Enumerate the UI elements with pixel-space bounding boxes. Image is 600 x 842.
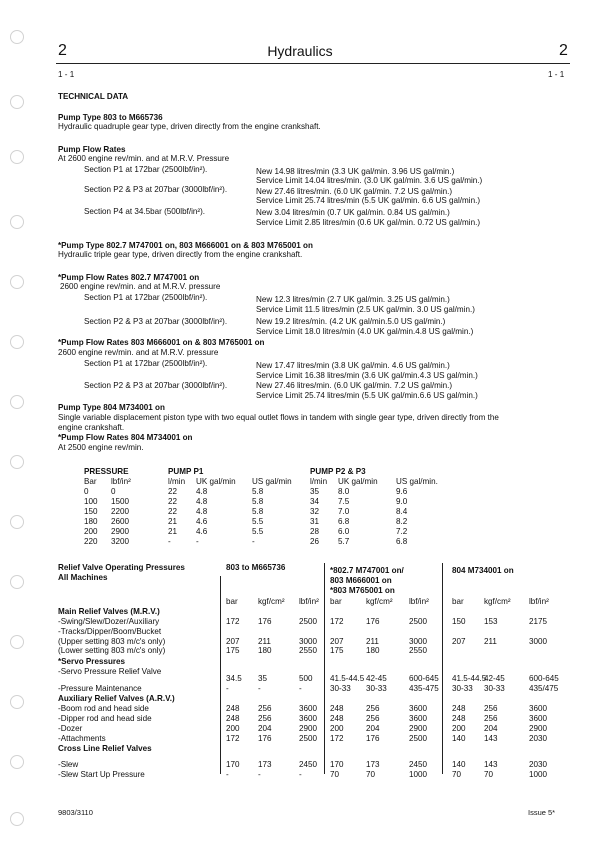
flow-service-limit: Service Limit 18.0 litres/min (4.0 UK gal/min.4.8 US gal/min.) [256,327,474,336]
table-cell: - [252,537,255,546]
relief-value-cell: 600-645 [529,674,559,683]
table-cell: 7.2 [396,527,408,536]
relief-value-cell: 70 [366,770,376,779]
flow-section-label: Section P2 & P3 at 207bar (3000lbf/in²). [84,185,228,194]
relief-value-cell: 435/475 [529,684,559,693]
table-cell: 2900 [111,527,130,536]
relief-value-cell: 248 [226,704,240,713]
relief-value-cell: 176 [258,617,272,626]
table-cell: 3200 [111,537,130,546]
pump-804-description: Single variable displacement piston type with two equal outlet flows in tandem with single gear type, driven directly from the [58,413,499,422]
relief-value-cell: 1000 [529,770,548,779]
relief-value-cell: - [299,770,302,779]
relief-value-cell: 3000 [409,637,428,646]
table-cell: 4.8 [196,487,208,496]
table-cell: 0 [84,487,89,496]
pump-804-flow-table [84,477,446,547]
relief-value-cell: 204 [258,724,272,733]
table-cell: 5.8 [252,507,264,516]
group-804-heading: 804 M734001 on [452,566,514,575]
relief-value-cell: 30-33 [330,684,351,693]
table-cell: 22 [168,507,178,516]
table-row [84,517,446,527]
relief-value-cell: 180 [366,646,380,655]
page-number-right: 2 [559,42,568,59]
relief-value-cell: - [226,684,229,693]
relief-section-title: Main Relief Valves (M.R.V.) [58,607,160,616]
pump-804-condition: At 2500 engine rev/min. [58,443,144,452]
table-cell: 7.5 [338,497,350,506]
table-cell: 31 [310,517,320,526]
relief-value-cell: 211 [258,637,271,646]
table-cell: 4.8 [196,507,208,516]
relief-value-cell: 3600 [409,704,428,713]
table-cell: 6.8 [396,537,408,546]
table-cell: 32 [310,507,320,516]
relief-row-label: (Lower setting 803 m/c's only) [58,646,166,655]
relief-row-label: -Swing/Slew/Dozer/Auxiliary [58,617,160,626]
relief-value-cell: 211 [484,637,497,646]
flow-new-value: New 27.46 litres/min. (6.0 UK gal/min. 7.2 US gal/min.) [256,381,453,390]
relief-value-cell: 176 [366,617,380,626]
relief-value-cell: 3000 [529,637,548,646]
col-header: US gal/min. [396,477,438,486]
table-cell: 21 [168,517,178,526]
relief-value-cell: 140 [452,760,466,769]
relief-value-cell: 3000 [299,637,318,646]
table-cell: 8.2 [396,517,408,526]
flow-service-limit: Service Limit 16.38 litres/min (3.6 UK gal/min.4.3 US gal/min.) [256,371,478,380]
relief-row-label: -Tracks/Dipper/Boom/Bucket [58,627,162,636]
relief-value-cell: 248 [330,714,344,723]
relief-row-label: -Attachments [58,734,106,743]
flow-service-limit: Service Limit 25.74 litres/min (5.5 UK gal/min. 6.6 US gal/min.) [256,196,481,205]
page-number-left: 2 [58,42,67,59]
relief-value-cell: 600-645 [409,674,439,683]
table-cell: 8.4 [396,507,408,516]
relief-value-cell: 256 [258,704,272,713]
relief-value-cell: 2900 [529,724,548,733]
header-rule [56,63,570,64]
table-cell: 9.6 [396,487,408,496]
table-cell: 22 [168,497,178,506]
relief-value-cell: 2500 [299,617,318,626]
relief-value-cell: 204 [366,724,380,733]
pump-8027-description: Hydraulic triple gear type, driven directly from the engine crankshaft. [58,250,303,259]
relief-row-label: -Slew Start Up Pressure [58,770,145,779]
pump-8027-heading: *Pump Type 802.7 M747001 on, 803 M666001 on & 803 M765001 on [58,241,313,250]
relief-value-cell: 143 [484,734,498,743]
table-cell: 1500 [111,497,130,506]
relief-value-cell: 3600 [529,714,548,723]
group-8027-heading: 803 M666001 on [330,576,392,585]
table-pressure-heading: PRESSURE [84,467,129,476]
relief-value-cell: 200 [226,724,240,733]
relief-value-cell: 173 [258,760,272,769]
col-header: UK gal/min [196,477,236,486]
col-header: Bar [84,477,97,486]
table-cell: - [196,537,199,546]
relief-row-label: -Dozer [58,724,83,733]
flow-new-value: New 17.47 litres/min (3.8 UK gal/min. 4.6 US gal/min.) [256,361,450,370]
relief-row-label: -Pressure Maintenance [58,684,142,693]
table-cell: 4.6 [196,517,208,526]
col-header: US gal/min [252,477,292,486]
pump-804-heading: Pump Type 804 M734001 on [58,403,165,412]
relief-section-title: Auxiliary Relief Valves (A.R.V.) [58,694,175,703]
table-cell: 6.8 [338,517,350,526]
table-cell: 22 [168,487,178,496]
flow-service-limit: Service Limit 25.74 litres/min (5.5 UK gal/min.6.6 US gal/min.) [256,391,478,400]
relief-value-cell: 41.5-44.5 [452,674,487,683]
relief-value-cell: 2900 [409,724,428,733]
table-cell: 5.7 [338,537,350,546]
relief-value-cell: 30-33 [366,684,387,693]
flow-new-value: New 12.3 litres/min (2.7 UK gal/min. 3.25 US gal/min.) [256,295,450,304]
pump-804-description-cont: engine crankshaft. [58,423,125,432]
relief-value-cell: 70 [484,770,494,779]
table-cell: 26 [310,537,320,546]
relief-value-cell: 35 [258,674,268,683]
doc-number: 9803/3110 [58,808,93,817]
flow-section-label: Section P4 at 34.5bar (500lbf/in²). [84,207,206,216]
relief-subheading: All Machines [58,573,108,582]
issue-number: Issue 5* [528,808,556,817]
relief-value-cell: 150 [452,617,466,626]
table-row [84,487,446,497]
relief-value-cell: 172 [330,734,344,743]
flow-section-label: Section P1 at 172bar (2500lbf/in²). [84,293,208,302]
relief-value-cell: 30-33 [484,684,505,693]
table-cell: 21 [168,527,178,536]
relief-value-cell: 200 [452,724,466,733]
table-row [84,507,446,517]
table-cell: 8.0 [338,487,350,496]
table-cell: 6.0 [338,527,350,536]
relief-value-cell: 2900 [299,724,318,733]
table-cell: 7.0 [338,507,350,516]
relief-value-cell: 2030 [529,760,548,769]
column-rule [324,563,325,774]
relief-value-cell: 500 [299,674,313,683]
relief-value-cell: - [299,684,302,693]
flow-section-label: Section P1 at 172bar (2500lbf/in²). [84,165,208,174]
relief-value-cell: 175 [226,646,240,655]
relief-value-cell: 3600 [529,704,548,713]
unit-header: lbf/in² [409,597,429,606]
relief-value-cell: 248 [330,704,344,713]
relief-value-cell: 42-45 [366,674,387,683]
relief-value-cell: 248 [452,714,466,723]
table-p23-heading: PUMP P2 & P3 [310,467,366,476]
pump-803-heading: Pump Type 803 to M665736 [58,113,163,122]
table-cell: 34 [310,497,320,506]
unit-header: lbf/in² [529,597,549,606]
unit-header: lbf/in² [299,597,319,606]
relief-value-cell: 41.5-44.5 [330,674,365,683]
subsection-left: 1 - 1 [58,70,75,79]
relief-value-cell: 2450 [409,760,428,769]
relief-value-cell: 3600 [299,714,318,723]
unit-header: kgf/cm² [258,597,285,606]
relief-row-label: (Upper setting 803 m/c's only) [58,637,166,646]
pump-803-condition: At 2600 engine rev/min. and at M.R.V. Pressure [58,154,230,163]
relief-value-cell: 211 [366,637,379,646]
relief-value-cell: 2450 [299,760,318,769]
table-cell: 180 [84,517,98,526]
pump-803-new-flow-heading: *Pump Flow Rates 803 M666001 on & 803 M765001 on [58,338,265,347]
relief-value-cell: 2500 [409,734,428,743]
table-p1-heading: PUMP P1 [168,467,204,476]
relief-value-cell: 175 [330,646,344,655]
relief-value-cell: 3600 [299,704,318,713]
table-cell: - [168,537,171,546]
subsection-right: 1 - 1 [548,70,565,79]
pump-803-new-condition: 2600 engine rev/min. and at M.R.V. pressure [58,348,219,357]
table-cell: 220 [84,537,98,546]
flow-new-value: New 19.2 litres/min. (4.2 UK gal/min.5.0 US gal/min.) [256,317,446,326]
relief-value-cell: 207 [330,637,344,646]
relief-value-cell: 34.5 [226,674,242,683]
relief-value-cell: 42-45 [484,674,505,683]
relief-value-cell: 140 [452,734,466,743]
relief-row-label: -Slew [58,760,79,769]
table-cell: 100 [84,497,98,506]
relief-section-title: Cross Line Relief Valves [58,744,152,753]
column-rule [220,576,221,774]
relief-value-cell: - [258,684,261,693]
table-row [84,497,446,507]
table-cell: 4.6 [196,527,208,536]
relief-value-cell: 1000 [409,770,428,779]
relief-value-cell: 256 [258,714,272,723]
relief-value-cell: 170 [226,760,240,769]
col-header: l/min [168,477,186,486]
relief-value-cell: 2500 [299,734,318,743]
relief-value-cell: 70 [452,770,462,779]
col-header: l/min [310,477,328,486]
table-header-row [84,477,446,487]
table-cell: 28 [310,527,320,536]
group-8027-heading: *802.7 M747001 on/ [330,566,404,575]
relief-value-cell: 170 [330,760,344,769]
section-title: Hydraulics [267,43,333,59]
relief-value-cell: 207 [452,637,466,646]
table-cell: 5.8 [252,497,264,506]
table-cell: 35 [310,487,320,496]
relief-value-cell: 256 [484,704,498,713]
col-header: lbf/in² [111,477,131,486]
relief-row-label: -Servo Pressure Relief Valve [58,667,162,676]
table-cell: 150 [84,507,98,516]
relief-value-cell: 435-475 [409,684,439,693]
table-cell: 5.8 [252,487,264,496]
relief-value-cell: 180 [258,646,272,655]
relief-value-cell: 176 [366,734,380,743]
relief-value-cell: - [226,770,229,779]
relief-value-cell: 3600 [409,714,428,723]
relief-value-cell: 2030 [529,734,548,743]
relief-value-cell: 204 [484,724,498,733]
pump-804-flow-heading: *Pump Flow Rates 804 M734001 on [58,433,193,442]
relief-value-cell: 207 [226,637,240,646]
relief-value-cell: 2500 [409,617,428,626]
table-cell: 5.5 [252,527,264,536]
table-cell: 4.8 [196,497,208,506]
flow-service-limit: Service Limit 14.04 litres/min. (3.0 UK gal/min. 3.6 US gal/min.) [256,176,483,185]
relief-value-cell: 153 [484,617,498,626]
table-cell: 2600 [111,517,130,526]
flow-section-label: Section P2 & P3 at 207bar (3000lbf/in²). [84,317,228,326]
col-header: UK gal/min [338,477,378,486]
unit-header: bar [226,597,238,606]
group-8027-heading: *803 M765001 on [330,586,395,595]
relief-value-cell: 248 [226,714,240,723]
table-cell: 5.5 [252,517,264,526]
unit-header: bar [330,597,342,606]
relief-value-cell: 2550 [299,646,318,655]
pump-803-description: Hydraulic quadruple gear type, driven directly from the engine crankshaft. [58,122,321,131]
relief-value-cell: 256 [366,704,380,713]
relief-value-cell: 173 [366,760,380,769]
relief-value-cell: 200 [330,724,344,733]
flow-new-value: New 14.98 litres/min (3.3 UK gal/min. 3.96 US gal/min.) [256,167,455,176]
unit-header: kgf/cm² [366,597,393,606]
pump-803-flow-heading: Pump Flow Rates [58,145,126,154]
relief-value-cell: 172 [226,734,240,743]
relief-value-cell: 172 [226,617,240,626]
relief-section-title: *Servo Pressures [58,657,126,666]
flow-new-value: New 3.04 litres/min (0.7 UK gal/min. 0.84 US gal/min.) [256,208,450,217]
table-cell: 9.0 [396,497,408,506]
table-cell: 2200 [111,507,130,516]
relief-heading: Relief Valve Operating Pressures [58,563,185,572]
table-row [84,527,446,537]
unit-header: bar [452,597,464,606]
relief-row-label: -Dipper rod and head side [58,714,152,723]
relief-value-cell: 2175 [529,617,548,626]
table-cell: 0 [111,487,116,496]
relief-value-cell: 256 [484,714,498,723]
relief-value-cell: 176 [258,734,272,743]
flow-service-limit: Service Limit 2.85 litres/min (0.6 UK gal/min. 0.72 US gal/min.) [256,218,481,227]
column-rule [442,563,443,774]
relief-value-cell: 172 [330,617,344,626]
flow-section-label: Section P2 & P3 at 207bar (3000lbf/in²). [84,381,228,390]
relief-value-cell: - [258,770,261,779]
unit-header: kgf/cm² [484,597,511,606]
table-cell: 200 [84,527,98,536]
page-title: TECHNICAL DATA [58,92,129,101]
relief-row-label: -Boom rod and head side [58,704,149,713]
table-row [84,537,446,547]
relief-value-cell: 256 [366,714,380,723]
relief-value-cell: 2550 [409,646,428,655]
flow-section-label: Section P1 at 172bar (2500lbf/in²). [84,359,208,368]
flow-new-value: New 27.46 litres/min. (6.0 UK gal/min. 7.2 US gal/min.) [256,187,453,196]
group-803-heading: 803 to M665736 [226,563,286,572]
relief-value-cell: 248 [452,704,466,713]
pump-8027-flow-heading: *Pump Flow Rates 802.7 M747001 on [58,273,200,282]
relief-value-cell: 70 [330,770,340,779]
relief-value-cell: 30-33 [452,684,473,693]
relief-value-cell: 143 [484,760,498,769]
flow-service-limit: Service Limit 11.5 litres/min (2.5 UK gal/min. 3.0 US gal/min.) [256,305,475,314]
pump-8027-condition: 2600 engine rev/min. and at M.R.V. pressure [60,282,221,291]
